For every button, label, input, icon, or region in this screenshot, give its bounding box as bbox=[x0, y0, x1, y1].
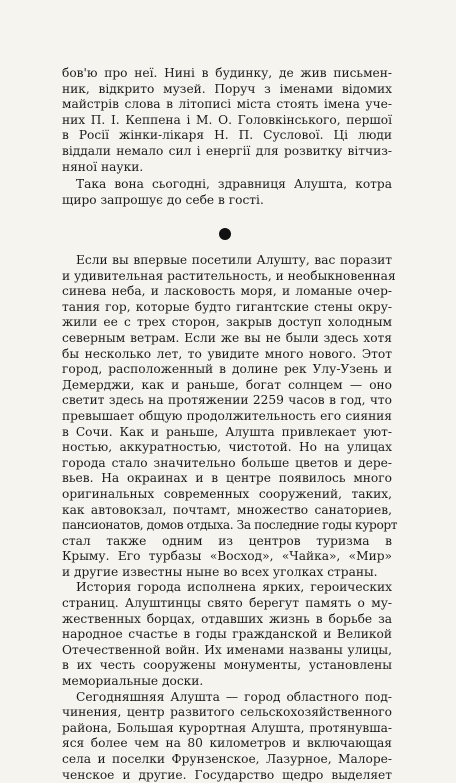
text-line: села и поселки Фрунзенское, Лазурное, Малоре- bbox=[62, 752, 392, 766]
russian-text-block bbox=[62, 253, 398, 783]
text-line: города стало значительно больше цветов и дере- bbox=[62, 455, 392, 470]
text-line: ностью, аккуратностью, чистотой. Но на улицах bbox=[62, 440, 392, 455]
text-line: и другие известны ныне во всех уголках страны. bbox=[62, 564, 378, 579]
ukrainian-paragraph-2 bbox=[62, 177, 392, 208]
text-line: них П. І. Кеппена і М. О. Головкінського, першої bbox=[62, 112, 392, 127]
text-line: город, расположенный в долине рек Улу-Узень и bbox=[62, 362, 392, 377]
text-line: северным ветрам. Если же вы не были здесь хотя bbox=[62, 330, 392, 345]
russian-paragraph-2 bbox=[62, 580, 392, 689]
text-line: светит здесь на протяжении 2259 часов в год, что bbox=[62, 393, 392, 408]
text-line: ченское и другие. Государство щедро выделяет bbox=[62, 767, 392, 782]
text-line: жили ее с трех сторон, закрыв доступ холодным bbox=[62, 315, 392, 330]
text-line: Крыму. Его турбазы «Восход», «Чайка», «Мир» bbox=[62, 549, 392, 564]
text-line: бов'ю про неї. Нині в будинку, де жив письмен- bbox=[62, 66, 392, 80]
russian-paragraph-3 bbox=[62, 690, 392, 783]
text-line: Сегодняшняя Алушта — город областного под- bbox=[76, 689, 392, 704]
text-line: яся более чем на 80 километров и включающая bbox=[62, 736, 392, 751]
text-line: пансионатов, домов отдыха. За последние годы курорт bbox=[62, 518, 398, 533]
text-line: Така вона сьогодні, здравниця Алушта, котра bbox=[76, 177, 392, 192]
text-line: как автовокзал, почтамт, множество санаториев, bbox=[62, 502, 392, 517]
ukrainian-paragraph-1 bbox=[62, 66, 392, 175]
text-line: и удивительная растительность, и необыкновенная bbox=[62, 268, 396, 283]
text-line: Отечественной войн. Их именами названы улицы, bbox=[62, 642, 392, 657]
text-line: бы несколько лет, то увидите много нового. Этот bbox=[62, 346, 392, 361]
text-line: народное счастье в годы гражданской и Великой bbox=[62, 627, 392, 642]
text-line: Если вы впервые посетили Алушту, вас поразит bbox=[76, 253, 392, 267]
text-line: жественных борцах, отдавших жизнь в борьбе за bbox=[62, 611, 392, 626]
text-line: оригинальных современных сооружений, таких, bbox=[62, 486, 392, 501]
text-line: превышает общую продолжительность его сияния bbox=[62, 408, 392, 423]
text-line: щиро запрошує до себе в гості. bbox=[62, 192, 264, 207]
text-line: История города исполнена ярких, героических bbox=[76, 580, 392, 595]
russian-paragraph-1 bbox=[62, 253, 398, 580]
ukrainian-text-block bbox=[62, 66, 392, 208]
text-line: района, Большая курортная Алушта, протянувша- bbox=[62, 720, 392, 735]
text-line: страниц. Алуштинцы свято берегут память о му- bbox=[62, 596, 392, 611]
text-line: в Росії жінки-лікаря Н. П. Суслової. Ці люди bbox=[62, 128, 392, 143]
text-line: в их честь сооружены монументы, установлены bbox=[62, 658, 392, 673]
text-line: ник, відкрито музей. Поруч з іменами відомих bbox=[62, 81, 392, 96]
text-line: вьев. На окраинах и в центре появилось много bbox=[62, 471, 392, 486]
text-line: чинения, центр развитого сельскохозяйственного bbox=[62, 705, 392, 720]
text-line: в Сочи. Как и раньше, Алушта привлекает уют- bbox=[62, 424, 392, 439]
text-line: стал также одним из центров туризма в bbox=[62, 533, 392, 548]
text-line: синева неба, и ласковость моря, и ломаные очер- bbox=[62, 284, 392, 299]
text-line: Демерджи, как и раньше, богат солнцем — оно bbox=[62, 377, 392, 392]
section-divider-dot bbox=[219, 228, 231, 240]
text-line: майстрів слова в літописі міста стоять імена уче- bbox=[62, 97, 392, 112]
text-line: мемориальные доски. bbox=[62, 674, 204, 689]
text-line: няної науки. bbox=[62, 159, 144, 174]
text-line: тания гор, которые будто гигантские стены окру- bbox=[62, 299, 392, 314]
text-line: віддали немало сил і енергії для розвитку вітчиз- bbox=[62, 143, 392, 158]
